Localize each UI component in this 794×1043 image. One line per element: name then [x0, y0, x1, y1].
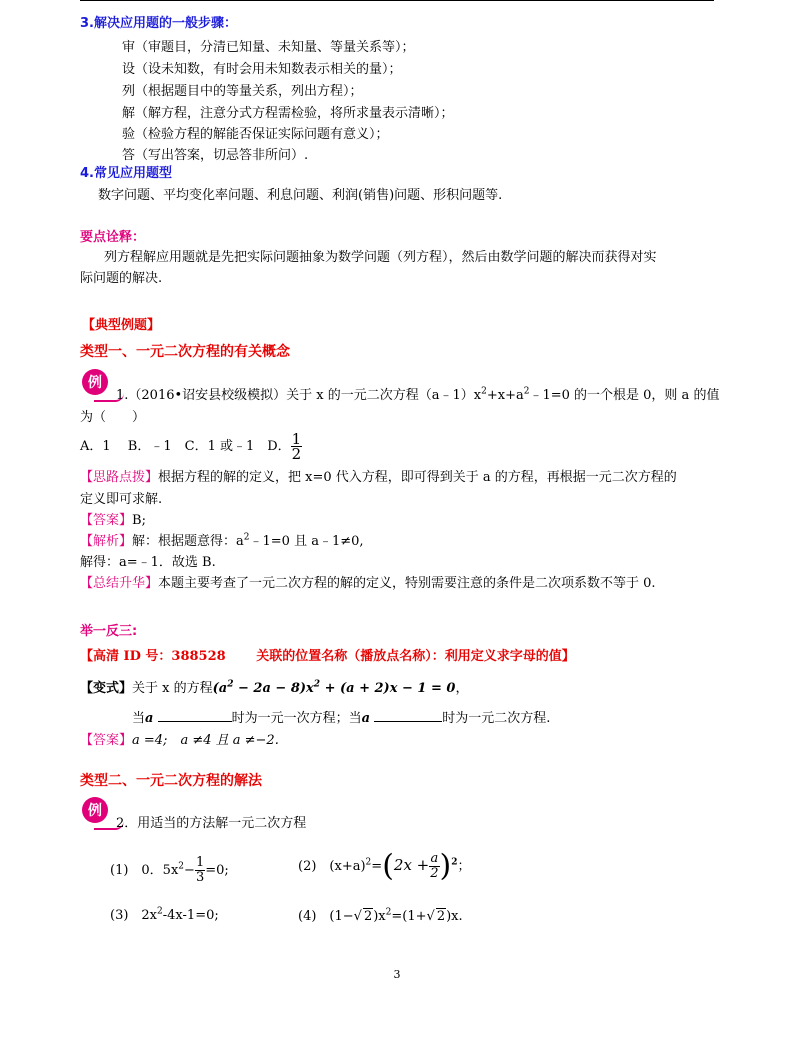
example1-answer: 【答案】B;: [80, 513, 146, 528]
example1-hint: 【思路点拨】根据方程的解的定义，把 x=0 代入方程，即可得到关于 a 的方程，再根据一元二次方程的: [80, 470, 677, 485]
step-item: 列（根据题目中的等量关系，列出方程）；: [122, 84, 363, 99]
example2-question: 2．用适当的方法解一元二次方程: [116, 816, 307, 831]
header-rule: [80, 0, 714, 1]
example1-summary: 【总结升华】本题主要考查了一元二次方程的解的定义，特别需要注意的条件是二次项系数不等于 0.: [80, 576, 656, 591]
problem-3: (3) $2x^2-4x-1=0$;: [110, 906, 219, 923]
video-label: 【高清 ID 号：388528 关联的位置名称（播放点名称）：利用定义求字母的值】: [80, 649, 575, 664]
example1-question: 1.（2016•诏安县校级模拟）关于 x 的一元二次方程$(a﹣1)x^2+x+a^2﹣1=0$ 的一个根是 0，则 a 的值: [116, 386, 720, 403]
variant-line: 【变式】关于 x 的方程$(a^2 - 2a - 8)x^2 + (a + 2)x - 1 = 0$，: [80, 679, 469, 696]
variant-fill-line: 当a 时为一元一次方程；当a 时为一元二次方程.: [132, 711, 551, 726]
examples-heading: 【典型例题】: [82, 318, 161, 333]
types-text: 数字问题、平均变化率问题、利息问题、利润(销售)问题、形积问题等.: [98, 188, 503, 203]
practice-heading: 举一反三:: [80, 624, 138, 639]
keypoint-line1: 列方程解应用题就是先把实际问题抽象为数学问题（列方程），然后由数学问题的解决而获得对实: [104, 250, 657, 265]
problem-4: (4) (1−√ $2)x^2=(1+√$ 2)x.: [298, 907, 463, 924]
type2-heading: 类型二、一元二次方程的解法: [80, 773, 262, 789]
step-item: 验（检验方程的解能否保证实际问题有意义）；: [122, 127, 389, 142]
example1-analysis-line2: 解得：a=﹣1．故选 B.: [80, 555, 216, 570]
example1-question-line2: 为（ ）: [80, 410, 146, 425]
step-item: 审（审题目，分清已知量、未知量、等量关系等）；: [122, 40, 415, 55]
example1-hint-line2: 定义即可求解.: [80, 492, 163, 507]
example1-analysis: 【解析】解：根据题意得：$a^2﹣1=0$ 且 a﹣1≠0,: [80, 532, 364, 549]
types-heading: 4.常见应用题型: [80, 166, 172, 181]
step-item: 解（解方程，注意分式方程需检验，将所求量表示清晰）；: [122, 106, 454, 121]
blank-field[interactable]: [158, 711, 232, 722]
problem-2: (2) $(x+a)^2=(2x$ + $\frac{a}{2}$ )$^2$；: [298, 848, 471, 884]
example-badge: 例: [82, 369, 108, 395]
variant-answer: 【答案】a =4; a ≠4 且 a ≠−2.: [80, 733, 279, 748]
blank-field[interactable]: [374, 711, 442, 722]
page-number: 3: [393, 968, 401, 981]
step-item: 答（写出答案，切忌答非所问）.: [122, 148, 309, 163]
step-item: 设（设未知数，有时会用未知数表示相关的量）；: [122, 62, 402, 77]
keypoint-line2: 际问题的解决.: [80, 271, 163, 286]
example-badge: 例: [82, 797, 108, 823]
type1-heading: 类型一、一元二次方程的有关概念: [80, 344, 290, 360]
problem-1: (1) 0．$5x^2-$ $\frac{1}{3}$ =0;: [110, 855, 229, 885]
steps-heading: 3.解决应用题的一般步骤：: [80, 16, 237, 31]
keypoint-heading: 要点诠释：: [80, 230, 146, 245]
example1-options: A．1 B．﹣1 C．1 或﹣1 D． $\frac{1}{2}$: [80, 430, 302, 463]
